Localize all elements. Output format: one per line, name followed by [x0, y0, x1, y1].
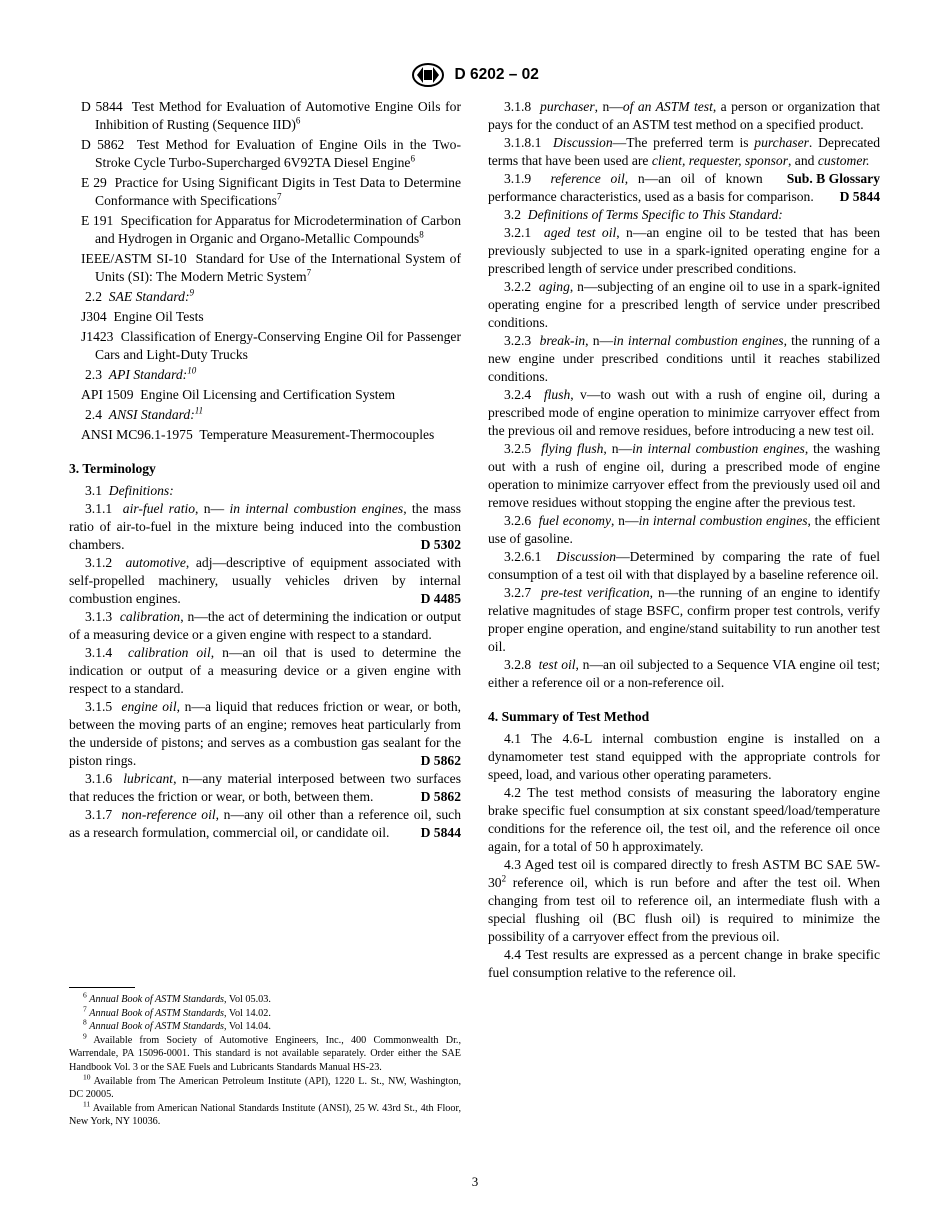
footnote: [69, 1017, 461, 1034]
term-3-1-9: 3.1.9 reference oil, n—an oil of known performance characteristics, used as a basis for comparison. D 5844: [488, 171, 880, 204]
term-source: D 5844: [839, 189, 880, 204]
definitions-specific-heading: 3.2 Definitions of Terms Specific to This Standard:: [504, 207, 783, 222]
reference-code: ANSI MC96.1-1975: [81, 427, 193, 442]
paragraph-4-3: 4.3 Aged test oil is compared directly to fresh ASTM BC SAE $5W-30^2$ reference oil, which is run before and after the test oil. When changing from test oil to reference oil, an intermediate flush with a special flushing oil (BC flush oil) is required to minimize the possibility of a carryover effect from the previous oil.: [488, 857, 880, 944]
sae-standard-heading: 2.2 SAE Standard:$^9$: [85, 287, 194, 304]
term-text: —descriptive of equipment associated with self-propelled machinery, usually vehicles driven by internal combustion engines.: [69, 555, 461, 606]
reference-code: J1423: [81, 329, 114, 344]
term-3-1-8: 3.1.8 purchaser, n—of an ASTM test, a person or organization that pays for the conduct of an ASTM test method on a specified product.: [488, 99, 881, 132]
footnote: [69, 990, 461, 1007]
term-pos: , n—: [585, 333, 614, 348]
term-pos: , n: [176, 699, 192, 714]
reference-code: D 5844: [81, 99, 123, 114]
term-number: 3.2.3: [504, 333, 532, 348]
reference-title: Test Method for Evaluation of Engine Oils in the Two-Stroke Cycle Turbo-Supercharged 6V92TA Diesel Engine: [95, 137, 461, 170]
footnote: [69, 1099, 461, 1129]
term-name: air-fuel ratio: [122, 501, 196, 516]
term-definition: [488, 584, 880, 656]
term-pos: , n: [180, 609, 195, 624]
footnote-number: 7: [83, 1004, 87, 1014]
term-name: pre-test verification: [541, 585, 650, 600]
term-number: 3.1.4: [85, 645, 113, 660]
term-number: 3.2.4: [504, 387, 532, 402]
reference-item: [69, 328, 461, 364]
term-number: 3.1.1: [85, 501, 113, 516]
term-definition: [488, 656, 880, 692]
term-name: flying flush: [541, 441, 604, 456]
term-text: —a liquid that reduces friction or wear, or both, between the moving parts of an engine; removes heat particularly from the underside of pistons; and serves as a combustion gas sealant for the piston rings.: [69, 699, 462, 768]
term-definition: [69, 806, 461, 842]
reference-code: API 1509: [81, 387, 134, 402]
term-number: 3.1.6: [85, 771, 113, 786]
term-name: aged test oil: [543, 225, 617, 240]
term-pos: , adj: [185, 555, 213, 570]
reference-title: Specification for Apparatus for Microdetermination of Carbon and Hydrogen in Organic and Organo-Metallic Compounds: [95, 213, 461, 246]
term-name: automotive: [125, 555, 186, 570]
term-definition: [488, 386, 880, 440]
footnote-number: 8: [83, 1017, 87, 1027]
term-number: 3.2.8: [504, 657, 532, 672]
term-pos: , n—: [611, 513, 639, 528]
term-number: 3.2.5: [504, 441, 532, 456]
term-pos: , n: [173, 771, 189, 786]
reference-code: D 5862: [81, 137, 125, 152]
term-text: —any oil other than a reference oil, such as a research formulation, commercial oil, or candidate oil.: [69, 807, 462, 840]
left-column: [69, 98, 461, 842]
page-header: [0, 62, 950, 88]
term-number: 3.2.7: [504, 585, 532, 600]
term-context: in internal combustion engines: [224, 501, 404, 516]
term-text: —subjecting of an engine oil to use in a spark-ignited operating engine for a prescribed length of service under prescribed conditions.: [488, 279, 880, 330]
definitions-heading: 3.1 Definitions:: [85, 483, 174, 498]
term-text: , the washing out with a rush of engine oil, during a prescribed mode of engine operation to minimize carryover effect from the previously used oil and remove residues without stopping the engine after the previous test.: [488, 441, 881, 510]
term-definition: [69, 608, 461, 644]
reference-code: J304: [81, 309, 107, 324]
footnotes: [69, 990, 461, 1129]
term-definition: [488, 512, 880, 548]
term-definition: [69, 644, 461, 698]
footnote: [69, 1072, 461, 1102]
right-column: [488, 98, 880, 982]
footnote-book-title: Annual Book of ASTM Standards: [89, 1021, 224, 1033]
term-source: D 5862: [420, 789, 461, 804]
term-name: calibration: [119, 609, 181, 624]
term-name: test oil: [538, 657, 576, 672]
reference-code: IEEE/ASTM SI-10: [81, 251, 187, 266]
footnote-number: 9: [83, 1031, 87, 1041]
section-4-title: 4. Summary of Test Method: [488, 709, 650, 724]
section-3-title: 3. Terminology: [69, 461, 156, 476]
reference-title: Classification of Energy-Conserving Engine Oil for Passenger Cars and Light-Duty Trucks: [95, 329, 461, 362]
term-pos: , n: [649, 585, 665, 600]
term-name: flush: [543, 387, 571, 402]
reference-code: E 191: [81, 213, 114, 228]
term-source: Sub. B Glossary: [786, 171, 880, 186]
footnote-number: 11: [83, 1099, 91, 1109]
term-pos: , n: [575, 657, 590, 672]
reference-code: E 29: [81, 175, 107, 190]
footnote-marker: 8: [419, 229, 424, 240]
term-text: , the running of a new engine under prescribed conditions until it reaches stabilized conditions.: [488, 333, 881, 384]
footnote: [69, 1031, 461, 1075]
term-text: —to wash out with a rush of engine oil, during a prescribed mode of engine operation to minimize carryover effect from the previous oil and remove residues, before introducing a new test oil.: [488, 387, 881, 438]
term-pos: , n—: [603, 441, 633, 456]
api-standard-heading: 2.3 API Standard:$^{10}$: [85, 365, 197, 382]
reference-item: [69, 212, 461, 248]
reference-item: [69, 98, 461, 134]
reference-title: Test Method for Evaluation of Automotive Engine Oils for Inhibition of Rusting (Sequence IID): [95, 99, 462, 132]
reference-item: [69, 308, 461, 326]
term-text: —an oil subjected to a Sequence VIA engine oil test; either a reference oil or a non-reference oil.: [488, 657, 881, 690]
footnote-text: Available from American National Standards Institute (ANSI), 25 W. 43rd St., 4th Floor, New York, NY 10036.: [69, 1102, 461, 1128]
term-pos: , v: [570, 387, 587, 402]
term-name: lubricant: [123, 771, 174, 786]
term-definition: [69, 500, 461, 554]
footnote-text: Available from The American Petroleum Institute (API), 1220 L. St., NW, Washington, DC 20005.: [69, 1075, 461, 1101]
reference-item: [69, 174, 461, 210]
term-text: —an engine oil to be tested that has been previously subjected to use in a spark-ignited operating engine for a prescribed length of service under prescribed conditions.: [488, 225, 881, 276]
term-text: —an oil that is used to determine the indication or output of a measuring device or a given engine with respect to a standard.: [69, 645, 462, 696]
page-number: 3: [471, 1174, 479, 1189]
term-text: —any material interposed between two surfaces that reduces the friction or wear, or both, between them.: [69, 771, 461, 804]
term-source: D 5302: [420, 537, 461, 552]
footnote-text: , Vol 05.03.: [224, 994, 271, 1005]
footnote-book-title: Annual Book of ASTM Standards: [89, 994, 224, 1005]
reference-title: Standard for Use of the International System of Units (SI): The Modern Metric System: [95, 251, 461, 284]
term-number: 3.1.5: [85, 699, 113, 714]
term-name: calibration oil: [128, 645, 211, 660]
reference-item: [69, 386, 461, 404]
term-text: , the efficient use of gasoline.: [488, 513, 881, 546]
reference-title: Temperature Measurement-Thermocouples: [199, 427, 435, 442]
term-definition: [488, 332, 880, 386]
paragraph-4-1: 4.1 The 4.6-L internal combustion engine is installed on a dynamometer test stand equipped with the appropriate controls for speed, load, and various other operating parameters.: [488, 731, 880, 782]
astm-logo-icon: [411, 62, 445, 88]
paragraph-4-4: 4.4 Test results are expressed as a percent change in brake specific fuel consumption relative to the reference oil.: [488, 947, 880, 980]
footnote-number: 10: [83, 1072, 91, 1082]
term-number: 3.1.2: [85, 555, 113, 570]
term-pos: , n: [569, 279, 584, 294]
term-pos: , n: [215, 807, 231, 822]
term-definition: [69, 698, 461, 770]
footnote-text: , Vol 14.02.: [224, 1007, 271, 1019]
reference-item: [69, 426, 461, 444]
term-definition: [488, 440, 880, 512]
discussion-3-1-8-1: 3.1.8.1 Discussion—The preferred term is purchaser. Deprecated terms that have been used are client, requester, sponsor, and customer. Sub. B Glossary: [488, 135, 880, 186]
term-number: 3.1.3: [85, 609, 113, 624]
term-name: aging: [538, 279, 570, 294]
footnote-marker: 7: [276, 191, 282, 202]
document-designation: D 6202 – 02: [454, 66, 539, 83]
ansi-standard-heading: 2.4 ANSI Standard:$^{11}$: [85, 405, 204, 422]
footnote-marker: 7: [306, 267, 312, 278]
reference-title: Practice for Using Significant Digits in Test Data to Determine Conformance with Specifications: [95, 175, 462, 208]
term-context: in internal combustion engines: [638, 513, 808, 528]
term-definition: [488, 224, 880, 278]
term-name: break-in: [539, 333, 586, 348]
term-number: 3.2.6: [504, 513, 532, 528]
reference-item: [69, 136, 461, 172]
term-context: in internal combustion engines: [632, 441, 805, 456]
footnote-book-title: Annual Book of ASTM Standards: [89, 1007, 224, 1019]
term-name: non-reference oil: [121, 807, 216, 822]
term-source: D 5862: [420, 753, 461, 768]
term-number: 3.2.1: [504, 225, 532, 240]
term-text: , the mass ratio of air-to-fuel in the mixture being induced into the combustion chambers.: [69, 501, 461, 552]
paragraph-4-2: 4.2 The test method consists of measuring the laboratory engine brake specific fuel consumption at six constant speed/load/temperature conditions for the reference oil, the test oil, and the reference oil once again, for a total of 50 h approximately.: [488, 785, 880, 854]
term-name: fuel economy: [538, 513, 612, 528]
discussion-3-2-6-1: 3.2.6.1 Discussion—Determined by comparing the rate of fuel consumption of a test oil with that displayed by a baseline reference oil.: [488, 549, 881, 582]
footnote-number: 6: [83, 990, 87, 1000]
footnote-text: , Vol 14.04.: [224, 1021, 271, 1033]
term-pos: , n—: [195, 501, 225, 516]
term-pos: , n: [616, 225, 633, 240]
reference-title: Engine Oil Tests: [113, 309, 204, 324]
reference-item: [69, 250, 461, 286]
term-number: 3.2.2: [504, 279, 532, 294]
term-text: —the act of determining the indication or output of a measuring device or a given engine with respect to a standard.: [69, 609, 462, 642]
term-definition: [69, 770, 461, 806]
reference-title: Engine Oil Licensing and Certification System: [140, 387, 396, 402]
footnote-divider: [69, 987, 135, 988]
footnote: [69, 1004, 461, 1021]
term-context: in internal combustion engines: [613, 333, 784, 348]
term-name: engine oil: [121, 699, 177, 714]
term-number: 3.1.7: [85, 807, 113, 822]
footnote-text: Available from Society of Automotive Engineers, Inc., 400 Commonwealth Dr., Warrendale, PA 15096-0001. This standard is not available separately. Order either the SAE Handbook Vol. 3 or the SAE Fuels and Lubricants Standards Manual HS-23.: [69, 1034, 461, 1073]
footnote-marker: 6: [295, 115, 301, 126]
term-definition: [69, 554, 461, 608]
term-source: D 5844: [420, 825, 461, 840]
footnote-marker: 6: [410, 153, 415, 164]
term-text: —the running of an engine to identify relative magnitudes of stage BSFC, confirm proper test controls, verify proper engine operation, and engine/stand suitability to run another test oil.: [488, 585, 881, 654]
term-source: D 4485: [420, 591, 461, 606]
term-pos: , n: [210, 645, 229, 660]
term-definition: [488, 278, 880, 332]
